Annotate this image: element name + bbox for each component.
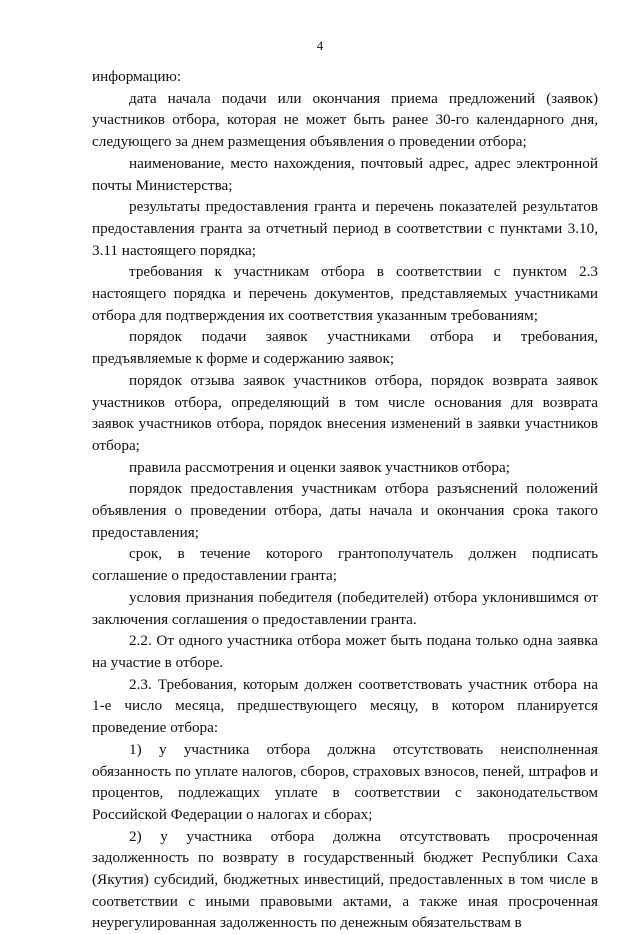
paragraph-application-procedure: порядок подачи заявок участниками отбора и требования, предъявляемые к форме и содержанию заявок; <box>92 328 598 368</box>
paragraph-withdrawal-procedure: порядок отзыва заявок участников отбора, порядок возврата заявок участников отбора, определяющий в том числе основания для возврата заявок участников отбора, порядок внесения изменений в заявки участников отбора; <box>92 371 598 454</box>
paragraph-clause-2-3: 2.3. Требования, которым должен соответствовать участник отбора на 1-е число месяца, предшествующего месяцу, в котором планируется проведение отбора: <box>92 675 598 737</box>
paragraph-grant-results: результаты предоставления гранта и перечень показателей результатов предоставления гранта за отчетный период в соответствии с пунктами 3.10, 3.11 настоящего порядка; <box>92 198 598 259</box>
page-number: 4 <box>316 38 324 53</box>
paragraph-review-rules: правила рассмотрения и оценки заявок участников отбора; <box>129 458 510 476</box>
paragraph-participant-requirements: требования к участникам отбора в соответствии с пунктом 2.3 настоящего порядка и перечень документов, представляемых участниками отбора для подтверждения их соответствия указанным требованиям; <box>92 263 598 324</box>
paragraph-signing-deadline: срок, в течение которого грантополучатель должен подписать соглашение о предоставлении гранта; <box>92 545 598 585</box>
paragraph-clarifications: порядок предоставления участникам отбора разъяснений положений объявления о проведении отбора, даты начала и окончания срока такого предоставления; <box>92 480 598 541</box>
paragraph-evasion-conditions: условия признания победителя (победителей) отбора уклонившимся от заключения соглашения о предоставлении гранта. <box>92 588 598 628</box>
paragraph-item-2: 2) у участника отбора должна отсутствовать просроченная задолженность по возврату в государственный бюджет Республики Саха (Якутия) субсидий, бюджетных инвестиций, предоставленных в том числе в соответствии с иными правовыми актами, а также иная просроченная неурегулированная задолженность по денежным обязательствам в <box>92 827 598 932</box>
paragraph-start-date: дата начала подачи или окончания приема предложений (заявок) участников отбора, которая не может быть ранее 30-го календарного дня, следующего за днем размещения объявления о проведении отбора; <box>92 89 598 151</box>
paragraph-continuation: информацию: <box>92 68 182 85</box>
paragraph-clause-2-2: 2.2. От одного участника отбора может быть подана только одна заявка на участие в отборе. <box>92 632 598 671</box>
paragraph-ministry-contacts: наименование, место нахождения, почтовый адрес, адрес электронной почты Министерства; <box>92 154 598 194</box>
paragraph-item-1: 1) у участника отбора должна отсутствовать неисполненная обязанность по уплате налогов, сборов, страховых взносов, пеней, штрафов и процентов, подлежащих уплате в соответствии с законодательством Российской Федерации о налогах и сборах; <box>92 740 598 823</box>
body-text <box>92 66 598 934</box>
